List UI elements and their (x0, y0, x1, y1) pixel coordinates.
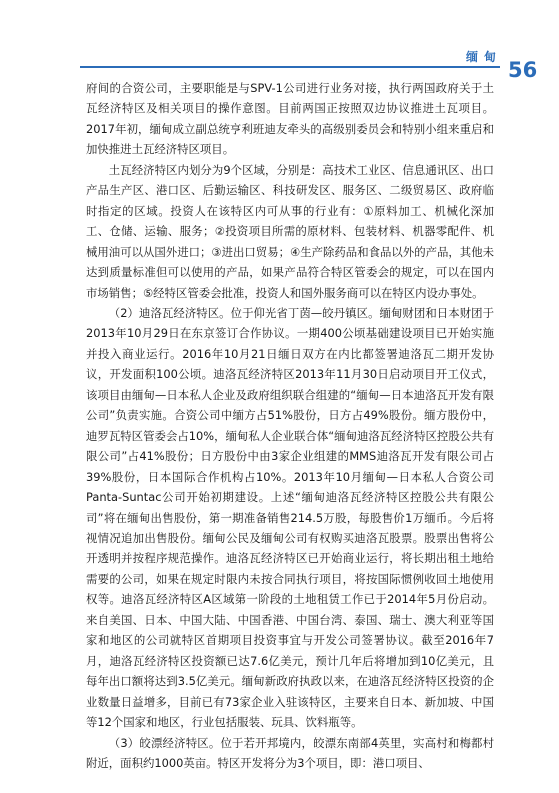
paragraph-kyaukphyu: （3）皎漂经济特区。位于若开邦境内，皎漂东南部4英里，实高村和梅都村附近，面积约1000英亩。特区开发将分为3个项目，即：港口项目、 (86, 735, 494, 770)
page-header (0, 0, 559, 90)
paragraph-thilawa: （2）迪洛瓦经济特区。位于仰光省丁茵—皎丹镇区。缅甸财团和日本财团于2013年10月29日在东京签订合作协议。一期400公顷基础建设项目已开始实施并投入商业运行。2016年10月21日缅日双方在内比都签署迪洛瓦二期开发协议，开发面积100公顷。迪洛瓦经济特区2013年11月30日启动项目开工仪式，该项目由缅甸—日本私人企业及政府组织联合组建的“缅甸—日本迪洛瓦开发有限公司”负责实施。合资公司中缅方占51%股份，日方占49%股份。缅方股份中，迪罗瓦特区管委会占10%，缅甸私人企业联合体“缅甸迪洛瓦经济特区控股公共有限公司”占41%股份；日方股份中由3家企业组建的MMS迪洛瓦开发有限公司占39%股份，日本国际合作机构占10%。2013年10月缅甸—日本私人合资公司Panta-Suntac公司开始初期建设。上述“缅甸迪洛瓦经济特区控股公共有限公司”将在缅甸出售股份，第一期准备销售214.5万股，每股售价1万缅币。今后将视情况追加出售股份。缅甸公民及缅甸公司有权购买迪洛瓦股票。股票出售将公开透明并按程序规范操作。迪洛瓦经济特区已开始商业运行，将长期出租土地给需要的公司，如果在规定时限内未按合同执行项目，将按国际惯例收回土地使用权等。迪洛瓦经济特区A区域第一阶段的土地租赁工作已于2014年5月份启动。来自美国、日本、中国大陆、中国香港、中国台湾、泰国、瑞士、澳大利亚等国家和地区的公司就特区首期项目投资事宜与开发公司签署协议。截至2016年7月，迪洛瓦经济特区投资额已达7.6亿美元，预计几年后将增加到10亿美元，且每年出口额将达到3.5亿美元。缅甸新政府执政以来，在迪洛瓦经济特区投资的企业数量日益增多，目前已有73家企业入驻该特区，主要来自日本、新加坡、中国等12个国家和地区，行业包括服装、玩具、饮料瓶等。 (86, 305, 494, 730)
body-text (86, 78, 494, 773)
paragraph-zones: 土瓦经济特区内划分为9个区域，分别是：高技术工业区、信息通讯区、出口产品生产区、港口区、后勤运输区、科技研发区、服务区、二级贸易区、政府临时指定的区域。投资人在该特区内可从事的行业有：①原料加工、机械化深加工、仓储、运输、服务；②投资项目所需的原材料、包装材料、机器零配件、机械用油可以从国外进口；③进出口贸易；④生产除药品和食品以外的产品，其他未达到质量标准但可以使用的产品，如果产品符合特区管委会的规定，可以在国内市场销售；⑤经特区管委会批准，投资人和国外服务商可以在特区内设办事处。 (86, 162, 494, 300)
header-rule (80, 66, 500, 68)
page-number: 56 (508, 58, 538, 82)
paragraph-continuation: 府间的合资公司，主要职能是与SPV-1公司进行业务对接，执行两国政府关于土瓦经济特区及相关项目的操作意图。目前两国正按照双边协议推进土瓦项目。 2017年初，缅甸成立副总统亨利班迪友牵头的高级别委员会和特别小组来重启和加快推进土瓦经济特区项目。 (86, 81, 494, 157)
chapter-title: 缅甸 (466, 50, 503, 64)
